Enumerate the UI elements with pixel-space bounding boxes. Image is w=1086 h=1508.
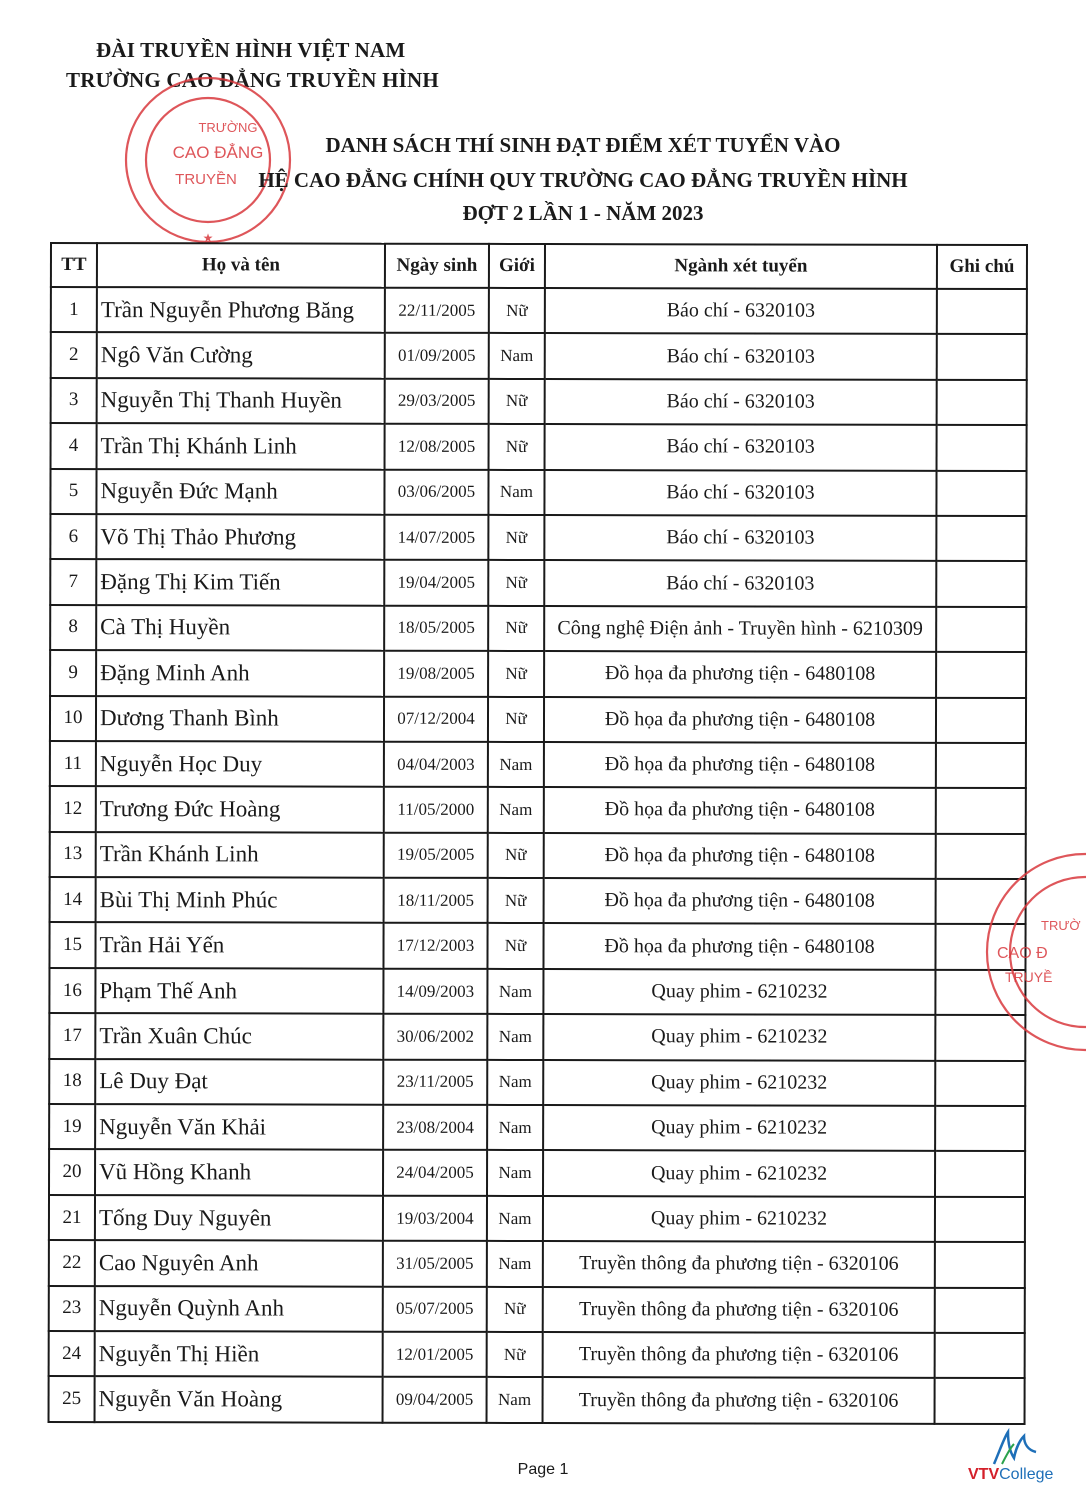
- row-number-cell: 10: [50, 696, 96, 741]
- table-row: [50, 696, 1026, 743]
- gender-cell: Nữ: [488, 878, 544, 924]
- row-number-cell: 11: [50, 741, 96, 786]
- date-of-birth-cell: 31/05/2005: [383, 1241, 487, 1287]
- date-of-birth-cell: 12/01/2005: [383, 1332, 487, 1378]
- candidate-table: [48, 242, 1028, 1425]
- candidate-name-cell: Đặng Thị Kim Tiến: [96, 559, 384, 605]
- column-header-tt: TT: [51, 243, 97, 287]
- note-cell: [935, 1106, 1025, 1152]
- stamp-text-line2: CAO ĐẲNG: [172, 143, 264, 162]
- row-number-cell: 25: [49, 1376, 95, 1421]
- candidate-name-cell: Nguyễn Văn Khải: [95, 1104, 383, 1150]
- page-number: Page 1: [517, 1461, 569, 1478]
- table-row: [50, 514, 1026, 561]
- table-row: [49, 1240, 1025, 1287]
- admission-major-cell: Truyền thông đa phương tiện - 6320106: [543, 1377, 935, 1423]
- row-number-cell: 15: [49, 922, 95, 967]
- svg-text:TRUYỀ: TRUYỀ: [1005, 969, 1053, 985]
- svg-text:CAO Đ: CAO Đ: [997, 945, 1048, 962]
- row-number-cell: 6: [50, 514, 96, 559]
- table-row: [49, 922, 1025, 969]
- candidate-name-cell: Cao Nguyên Anh: [95, 1240, 383, 1286]
- admission-major-cell: Công nghệ Điện ảnh - Truyền hình - 6210309: [544, 606, 936, 652]
- table-row: [49, 1013, 1025, 1060]
- row-number-cell: 12: [50, 786, 96, 831]
- candidate-name-cell: Nguyễn Đức Mạnh: [96, 469, 384, 515]
- organization-name: ĐÀI TRUYỀN HÌNH VIỆT NAM: [96, 38, 406, 62]
- vtv-college-logo: [968, 1428, 1078, 1494]
- candidate-name-cell: Phạm Thế Anh: [95, 968, 383, 1014]
- logo-vtv-text: VTV: [968, 1466, 1000, 1483]
- stamp-text-line3: TRUYỀN: [175, 171, 237, 188]
- date-of-birth-cell: 03/06/2005: [384, 469, 488, 515]
- logo-text: [968, 1466, 1053, 1484]
- row-number-cell: 1: [51, 287, 97, 332]
- row-number-cell: 2: [51, 332, 97, 377]
- gender-cell: Nữ: [488, 833, 544, 879]
- column-header-sex: Giới: [489, 244, 545, 288]
- candidate-name-cell: Ngô Văn Cường: [97, 332, 385, 378]
- date-of-birth-cell: 18/05/2005: [384, 605, 488, 651]
- candidate-name-cell: Tống Duy Nguyên: [95, 1195, 383, 1241]
- gender-cell: Nam: [487, 969, 543, 1015]
- gender-cell: Nữ: [489, 424, 545, 470]
- candidate-name-cell: Đặng Minh Anh: [96, 650, 384, 696]
- date-of-birth-cell: 19/08/2005: [384, 651, 488, 697]
- gender-cell: Nữ: [489, 288, 545, 334]
- gender-cell: Nữ: [487, 1287, 543, 1333]
- admission-major-cell: Báo chí - 6320103: [545, 379, 937, 425]
- row-number-cell: 19: [49, 1104, 95, 1149]
- admission-major-cell: Truyền thông đa phương tiện - 6320106: [543, 1332, 935, 1378]
- row-number-cell: 14: [50, 877, 96, 922]
- date-of-birth-cell: 12/08/2005: [385, 424, 489, 470]
- stamp-text-line1: TRƯỜNG: [198, 120, 258, 135]
- school-name: TRƯỜNG CAO ĐẲNG TRUYỀN HÌNH: [66, 68, 439, 92]
- table-row: [49, 1286, 1025, 1333]
- table-row: [51, 378, 1027, 425]
- gender-cell: Nam: [487, 1060, 543, 1106]
- table-row: [49, 968, 1025, 1015]
- table-row: [50, 741, 1026, 788]
- date-of-birth-cell: 19/04/2005: [384, 560, 488, 606]
- candidate-name-cell: Trần Thị Khánh Linh: [97, 423, 385, 469]
- gender-cell: Nam: [488, 742, 544, 788]
- gender-cell: Nữ: [488, 606, 544, 652]
- admission-major-cell: Báo chí - 6320103: [544, 515, 936, 561]
- date-of-birth-cell: 11/05/2000: [384, 787, 488, 833]
- note-cell: [936, 697, 1026, 743]
- table-row: [50, 832, 1026, 879]
- row-number-cell: 18: [49, 1059, 95, 1104]
- column-header-major: Ngành xét tuyển: [545, 244, 937, 289]
- candidate-name-cell: Nguyễn Thị Hiền: [95, 1331, 383, 1377]
- date-of-birth-cell: 04/04/2003: [384, 742, 488, 788]
- gender-cell: Nam: [487, 1196, 543, 1242]
- gender-cell: Nam: [487, 1014, 543, 1060]
- row-number-cell: 23: [49, 1286, 95, 1331]
- admission-major-cell: Quay phim - 6210232: [543, 1150, 935, 1196]
- table-row: [49, 1104, 1025, 1151]
- admission-major-cell: Truyền thông đa phương tiện - 6320106: [543, 1241, 935, 1287]
- admission-major-cell: Báo chí - 6320103: [544, 470, 936, 516]
- candidate-name-cell: Dương Thanh Bình: [96, 696, 384, 742]
- table-row: [49, 1059, 1025, 1106]
- table-header-row: [51, 243, 1027, 289]
- admission-major-cell: Đồ họa đa phương tiện - 6480108: [544, 787, 936, 833]
- candidate-name-cell: Nguyễn Văn Hoàng: [95, 1376, 383, 1422]
- candidate-name-cell: Nguyễn Quỳnh Anh: [95, 1286, 383, 1332]
- gender-cell: Nữ: [489, 379, 545, 425]
- note-cell: [936, 788, 1026, 834]
- note-cell: [936, 607, 1026, 653]
- gender-cell: Nam: [487, 1241, 543, 1287]
- candidate-name-cell: Trần Nguyễn Phương Băng: [97, 287, 385, 333]
- document-title-line2: HỆ CAO ĐẲNG CHÍNH QUY TRƯỜNG CAO ĐẲNG TRUYỀN HÌNH: [258, 168, 908, 192]
- svg-text:TRƯỜ: TRƯỜ: [1041, 918, 1081, 933]
- admission-major-cell: Báo chí - 6320103: [545, 333, 937, 379]
- note-cell: [936, 652, 1026, 698]
- candidate-name-cell: Nguyễn Học Duy: [96, 741, 384, 787]
- column-header-name: Họ và tên: [97, 243, 385, 288]
- note-cell: [935, 1287, 1025, 1333]
- document-title-line1: DANH SÁCH THÍ SINH ĐẠT ĐIỂM XÉT TUYỂN VÀO: [325, 133, 841, 157]
- admission-major-cell: Quay phim - 6210232: [543, 1014, 935, 1060]
- note-cell: [936, 516, 1026, 562]
- table-row: [50, 605, 1026, 652]
- date-of-birth-cell: 22/11/2005: [385, 288, 489, 334]
- note-cell: [935, 1242, 1025, 1288]
- admission-major-cell: Báo chí - 6320103: [544, 560, 936, 606]
- candidate-name-cell: Bùi Thị Minh Phúc: [96, 877, 384, 923]
- date-of-birth-cell: 14/07/2005: [384, 515, 488, 561]
- note-cell: [936, 743, 1026, 789]
- table-row: [49, 1195, 1025, 1242]
- date-of-birth-cell: 17/12/2003: [383, 923, 487, 969]
- gender-cell: Nữ: [487, 923, 543, 969]
- admission-major-cell: Quay phim - 6210232: [543, 1196, 935, 1242]
- column-header-dob: Ngày sinh: [385, 244, 489, 288]
- logo-swoosh-icon: [990, 1428, 1040, 1468]
- note-cell: [936, 470, 1026, 516]
- gender-cell: Nữ: [488, 696, 544, 742]
- note-cell: [937, 380, 1027, 426]
- date-of-birth-cell: 23/11/2005: [383, 1059, 487, 1105]
- gender-cell: Nữ: [488, 651, 544, 697]
- candidate-name-cell: Trương Đức Hoàng: [96, 786, 384, 832]
- note-cell: [935, 1060, 1025, 1106]
- row-number-cell: 8: [50, 605, 96, 650]
- admission-major-cell: Đồ họa đa phương tiện - 6480108: [544, 697, 936, 743]
- date-of-birth-cell: 18/11/2005: [384, 878, 488, 924]
- date-of-birth-cell: 30/06/2002: [383, 1014, 487, 1060]
- table-row: [51, 287, 1027, 334]
- candidate-name-cell: Cà Thị Huyền: [96, 605, 384, 651]
- admission-major-cell: Báo chí - 6320103: [545, 288, 937, 334]
- date-of-birth-cell: 23/08/2004: [383, 1105, 487, 1151]
- date-of-birth-cell: 05/07/2005: [383, 1286, 487, 1332]
- note-cell: [935, 1378, 1025, 1424]
- note-cell: [935, 1333, 1025, 1379]
- red-seal-stamp-partial: [975, 850, 1086, 1055]
- date-of-birth-cell: 14/09/2003: [383, 969, 487, 1015]
- gender-cell: Nữ: [488, 560, 544, 606]
- admission-major-cell: Báo chí - 6320103: [545, 424, 937, 470]
- admission-major-cell: Quay phim - 6210232: [543, 969, 935, 1015]
- candidate-name-cell: Nguyễn Thị Thanh Huyền: [97, 378, 385, 424]
- candidate-name-cell: Trần Khánh Linh: [96, 832, 384, 878]
- table-row: [50, 650, 1026, 697]
- candidate-name-cell: Trần Hải Yến: [95, 923, 383, 969]
- candidate-name-cell: Vũ Hồng Khanh: [95, 1150, 383, 1196]
- row-number-cell: 4: [51, 423, 97, 468]
- table-row: [50, 559, 1026, 606]
- gender-cell: Nam: [487, 1150, 543, 1196]
- date-of-birth-cell: 24/04/2005: [383, 1150, 487, 1196]
- row-number-cell: 22: [49, 1240, 95, 1285]
- row-number-cell: 7: [50, 559, 96, 604]
- date-of-birth-cell: 09/04/2005: [383, 1377, 487, 1423]
- date-of-birth-cell: 19/03/2004: [383, 1196, 487, 1242]
- gender-cell: Nam: [487, 1377, 543, 1423]
- svg-text:★: ★: [202, 231, 214, 245]
- row-number-cell: 9: [50, 650, 96, 695]
- admission-major-cell: Quay phim - 6210232: [543, 1060, 935, 1106]
- date-of-birth-cell: 29/03/2005: [385, 378, 489, 424]
- gender-cell: Nữ: [488, 515, 544, 561]
- table-row: [49, 1331, 1025, 1378]
- table-row: [49, 1149, 1025, 1196]
- document-title-line3: ĐỢT 2 LẦN 1 - NĂM 2023: [462, 201, 704, 225]
- logo-college-text: College: [999, 1466, 1054, 1483]
- candidate-name-cell: Võ Thị Thảo Phương: [96, 514, 384, 560]
- table-row: [51, 423, 1027, 470]
- row-number-cell: 20: [49, 1149, 95, 1194]
- row-number-cell: 16: [49, 968, 95, 1013]
- table-row: [49, 1376, 1025, 1423]
- note-cell: [937, 425, 1027, 471]
- gender-cell: Nam: [489, 333, 545, 379]
- admission-major-cell: Đồ họa đa phương tiện - 6480108: [543, 924, 935, 970]
- admission-major-cell: Đồ họa đa phương tiện - 6480108: [544, 742, 936, 788]
- admission-major-cell: Đồ họa đa phương tiện - 6480108: [544, 651, 936, 697]
- note-cell: [937, 334, 1027, 380]
- candidate-name-cell: Lê Duy Đạt: [95, 1059, 383, 1105]
- row-number-cell: 5: [50, 469, 96, 514]
- note-cell: [936, 561, 1026, 607]
- gender-cell: Nam: [487, 1105, 543, 1151]
- note-cell: [935, 1197, 1025, 1243]
- row-number-cell: 24: [49, 1331, 95, 1376]
- table-row: [50, 469, 1026, 516]
- admission-major-cell: Truyền thông đa phương tiện - 6320106: [543, 1287, 935, 1333]
- column-header-note: Ghi chú: [937, 245, 1027, 289]
- table-row: [50, 877, 1026, 924]
- row-number-cell: 21: [49, 1195, 95, 1240]
- date-of-birth-cell: 19/05/2005: [384, 832, 488, 878]
- gender-cell: Nam: [488, 787, 544, 833]
- candidate-name-cell: Trần Xuân Chúc: [95, 1013, 383, 1059]
- table-row: [50, 786, 1026, 833]
- date-of-birth-cell: 07/12/2004: [384, 696, 488, 742]
- row-number-cell: 3: [51, 378, 97, 423]
- note-cell: [937, 289, 1027, 335]
- date-of-birth-cell: 01/09/2005: [385, 333, 489, 379]
- admission-major-cell: Đồ họa đa phương tiện - 6480108: [544, 878, 936, 924]
- row-number-cell: 17: [49, 1013, 95, 1058]
- row-number-cell: 13: [50, 832, 96, 877]
- table-row: [51, 332, 1027, 379]
- admission-major-cell: Đồ họa đa phương tiện - 6480108: [544, 833, 936, 879]
- gender-cell: Nữ: [487, 1332, 543, 1378]
- note-cell: [935, 1151, 1025, 1197]
- gender-cell: Nam: [488, 469, 544, 515]
- admission-major-cell: Quay phim - 6210232: [543, 1105, 935, 1151]
